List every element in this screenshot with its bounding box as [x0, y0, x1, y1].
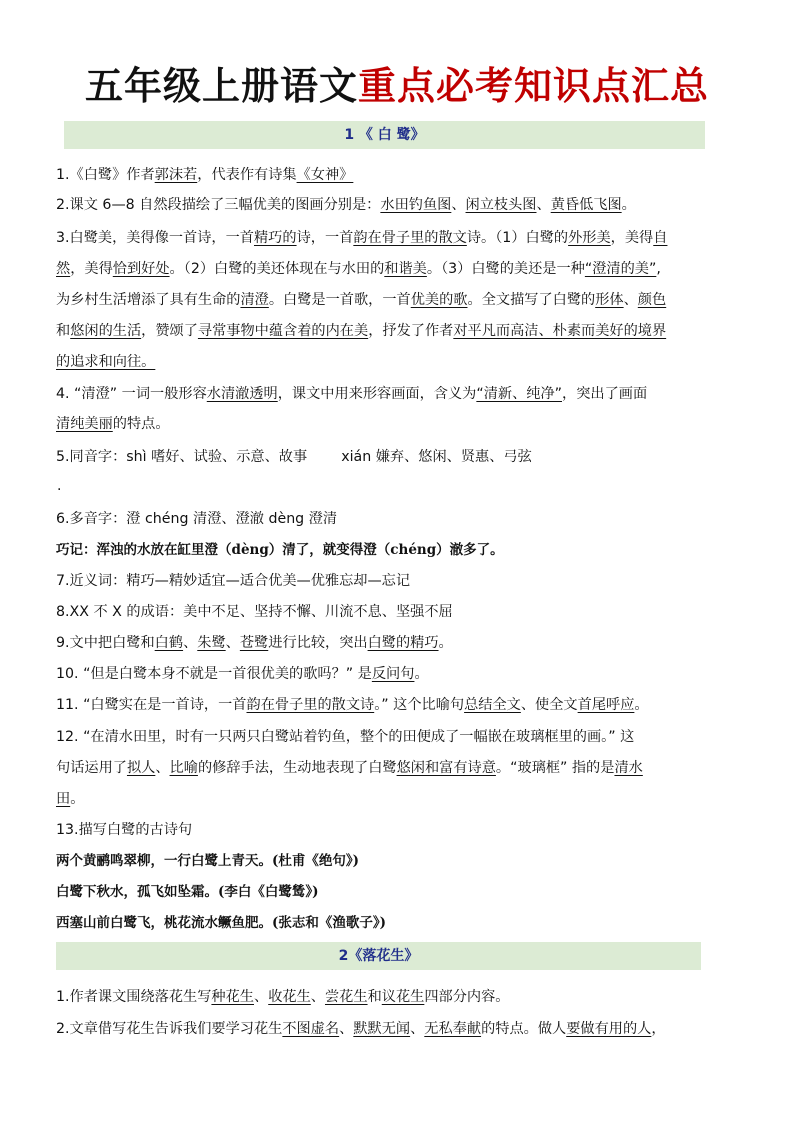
item-3-line-2: 然，美得恰到好处。（2）白鹭的美还体现在与水田的和谐美。（3）白鹭的美还是一种“澄清的美”,: [56, 261, 661, 277]
item-8-idioms: 8.XX 不 X 的成语：美中不足、坚持不懈、川流不息、坚强不屈: [56, 604, 453, 620]
item-3-line-1: 3.白鹭美，美得像一首诗，一首精巧的诗，一首韵在骨子里的散文诗。（1）白鹭的外形美，美得自: [56, 230, 668, 246]
s2-item-1: 1.作者课文围绕落花生写种花生、收花生、尝花生和议花生四部分内容。: [56, 989, 510, 1005]
item-12-line-2: 句话运用了拟人、比喻的修辞手法，生动地表现了白鹭悠闲和富有诗意。“玻璃框” 指的是清水: [56, 760, 643, 776]
title-part-red: 重点必考知识点汇总: [358, 64, 710, 108]
page-title: [0, 58, 794, 114]
item-3-line-5: 的追求和向往。: [56, 354, 156, 370]
poem-line-1: 两个黄鹂鸣翠柳，一行白鹭上青天。(杜甫《绝句》): [56, 853, 360, 869]
item-6-polyphones: 6.多音字：澄 chéng 清澄、澄澈 dèng 澄清: [56, 511, 338, 527]
item-5-homophones: 5.同音字：shì 嗜好、试验、示意、故事 xián 嫌弃、悠闲、贤惠、弓弦: [56, 449, 532, 465]
memory-tip: 巧记：浑浊的水放在缸里澄（dèng）清了，就变得澄（chéng）澈多了。: [56, 542, 504, 558]
item-3-line-4: 和悠闲的生活，赞颂了寻常事物中蕴含着的内在美，抒发了作者对平凡而高洁、朴素而美好的境界: [56, 323, 667, 339]
item-2-pictures: 2.课文 6—8 自然段描绘了三幅优美的图画分别是：水田钓鱼图、闲立枝头图、黄昏低飞图。: [56, 197, 636, 213]
item-13-heading: 13.描写白鹭的古诗句: [56, 822, 193, 838]
item-1-author: 1.《白鹭》作者郭沫若，代表作有诗集《女神》: [56, 167, 354, 183]
stray-period: .: [57, 478, 62, 494]
item-10-rhetorical: 10. “但是白鹭本身不就是一首很优美的歌吗？” 是反问句。: [56, 666, 429, 682]
poem-line-2: 白鹭下秋水，孤飞如坠霜。(李白《白鹭鸶》): [56, 884, 319, 900]
s2-item-2: 2.文章借写花生告诉我们要学习花生不图虚名、默默无闻、无私奉献的特点。做人要做有用的人，: [56, 1021, 666, 1037]
section-header-2: 2《落花生》: [56, 942, 701, 970]
item-11-metaphor: 11. “白鹭实在是一首诗，一首韵在骨子里的散文诗。” 这个比喻句总结全文、使全文首尾呼应。: [56, 697, 649, 713]
item-7-synonyms: 7.近义词：精巧—精妙适宜—适合优美—优雅忘却—忘记: [56, 573, 411, 589]
item-12-line-1: 12. “在清水田里，时有一只两只白鹭站着钓鱼，整个的田便成了一幅嵌在玻璃框里的画。” 这: [56, 729, 635, 745]
item-9-comparison: 9.文中把白鹭和白鹤、朱鹭、苍鹭进行比较，突出白鹭的精巧。: [56, 635, 453, 651]
section-header-1: 1 《 白 鹭》: [64, 121, 705, 149]
item-4-line-2: 清纯美丽的特点。: [56, 416, 170, 432]
item-3-line-3: 为乡村生活增添了具有生命的清澄。白鹭是一首歌，一首优美的歌。全文描写了白鹭的形体、颜色: [56, 292, 667, 308]
item-12-line-3: 田。: [56, 791, 85, 807]
item-4-line-1: 4. “清澄” 一词一般形容水清澈透明，课文中用来形容画面，含义为“清新、纯净”，突出了画面: [56, 386, 648, 402]
title-part-black: 五年级上册语文: [84, 64, 358, 108]
poem-line-3: 西塞山前白鹭飞，桃花流水鳜鱼肥。(张志和《渔歌子》): [56, 915, 387, 931]
